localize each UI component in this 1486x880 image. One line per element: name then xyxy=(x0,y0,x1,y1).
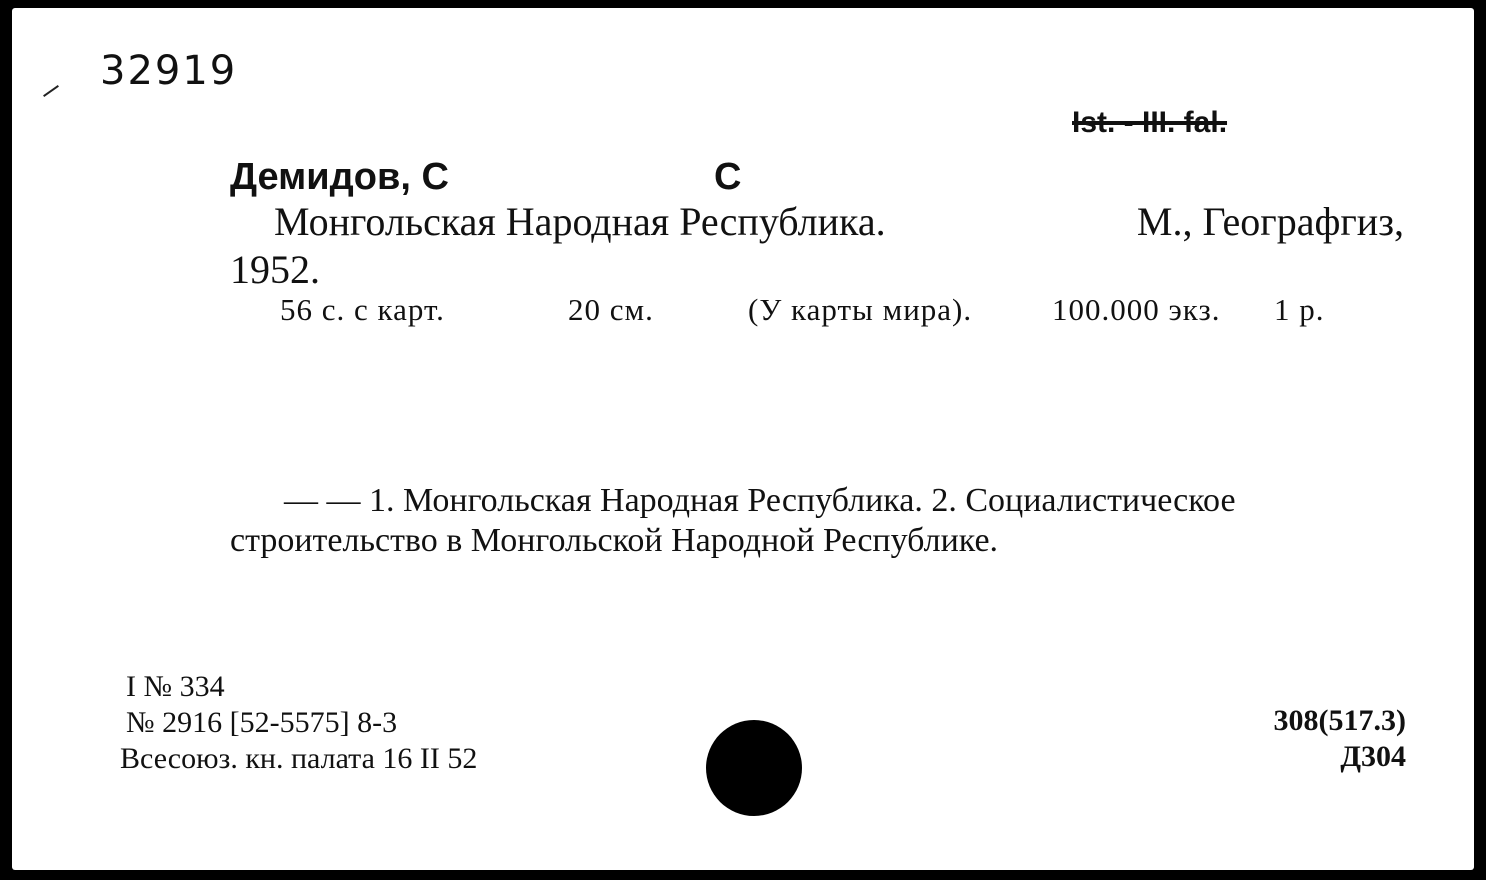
catalog-card xyxy=(12,8,1474,870)
crossed-out-stamp: Ist. - III. fal. xyxy=(1072,106,1228,139)
chamber-imprint: Всесоюз. кн. палата 16 II 52 xyxy=(120,742,478,775)
author-name: Демидов, С xyxy=(230,156,449,198)
print-run: 100.000 экз. xyxy=(1052,292,1221,327)
call-number: Д304 xyxy=(1340,740,1406,773)
price: 1 р. xyxy=(1274,292,1325,327)
punch-hole xyxy=(706,720,802,816)
publisher: М., Географгиз, xyxy=(1136,199,1404,244)
series-note: (У карты мира). xyxy=(748,292,973,327)
registration-number: № 2916 [52-5575] 8-3 xyxy=(126,706,398,739)
pen-mark xyxy=(43,85,59,97)
author-initial: С xyxy=(714,156,742,198)
handwritten-accession-number: 32919 xyxy=(100,48,238,94)
page-count: 56 с. с карт. xyxy=(280,292,445,327)
subject-headings-line2: строительство в Монгольской Народной Республике. xyxy=(230,522,999,559)
subject-headings-line1: — — 1. Монгольская Народная Республика. 2. Социалистическое xyxy=(284,482,1236,519)
classification-code: 308(517.3) xyxy=(1273,704,1406,737)
publication-year: 1952. xyxy=(230,247,320,292)
card-number: I № 334 xyxy=(126,670,225,703)
book-title: Монгольская Народная Республика. xyxy=(274,199,886,244)
book-size: 20 см. xyxy=(568,292,654,327)
